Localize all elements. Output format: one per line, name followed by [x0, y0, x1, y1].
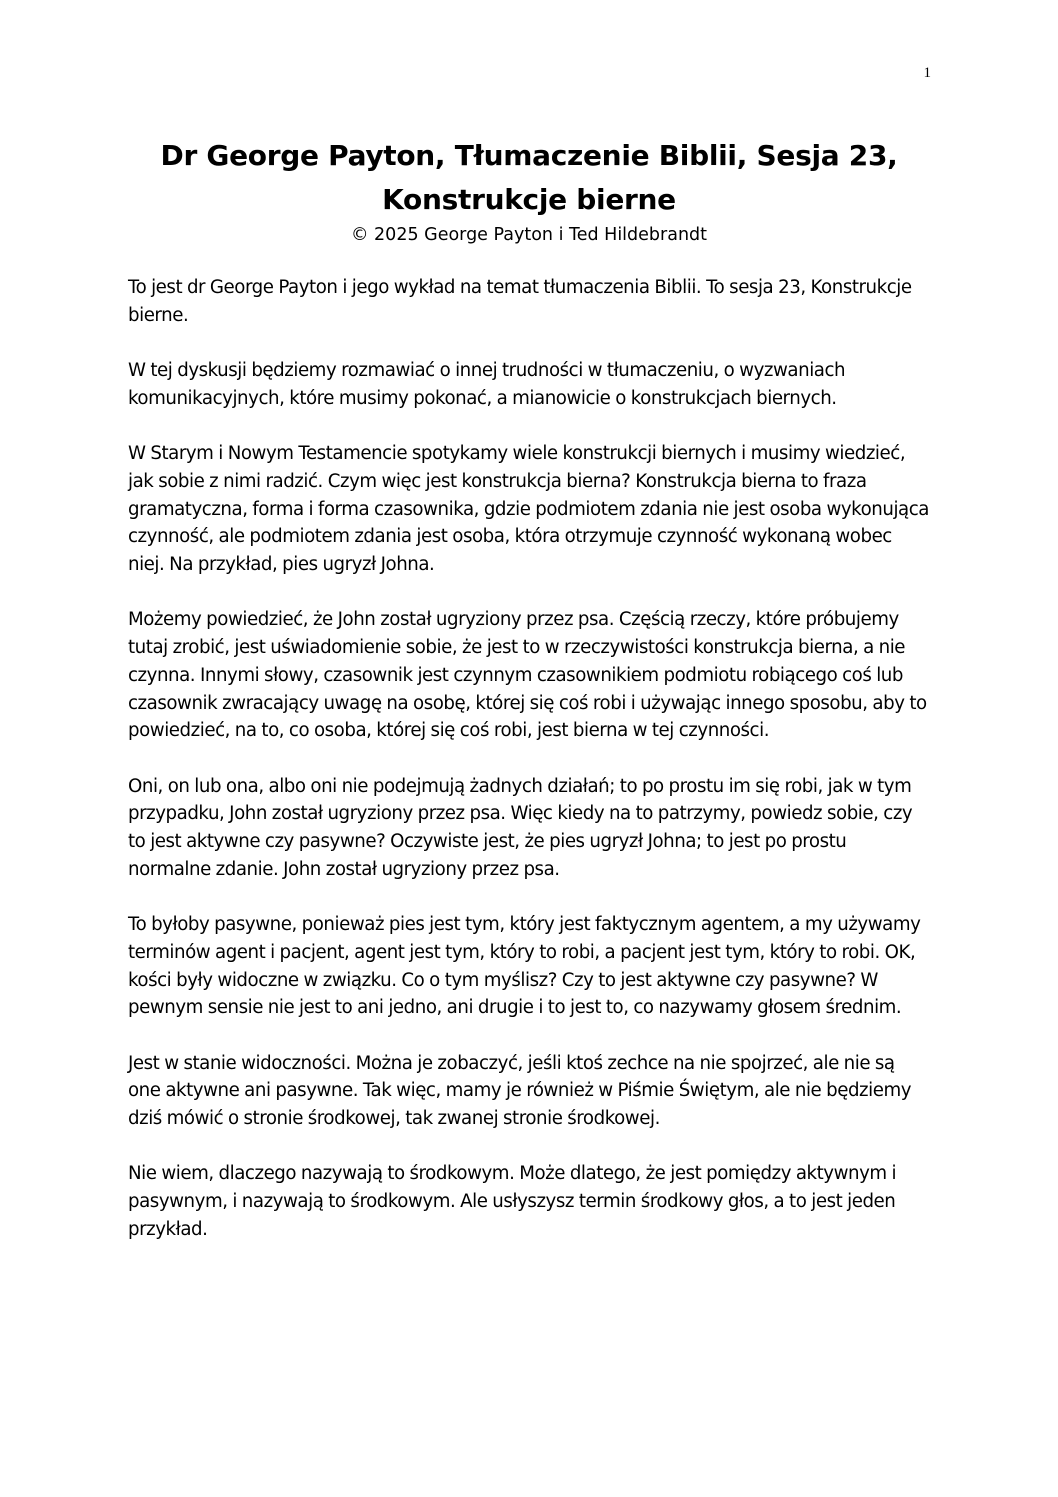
paragraph: Jest w stanie widoczności. Można je zobaczyć, jeśli ktoś zechce na nie spojrzeć, ale nie są one aktywne ani pasywne. Tak więc, mamy je również w Piśmie Świętym, ale nie będziemy dziś mówić o stronie środkowej, tak zwanej stronie środkowej. [128, 1052, 912, 1129]
title-line-1: Dr George Payton, Tłumaczenie Biblii, Sesja 23, [160, 139, 898, 172]
paragraph: Oni, on lub ona, albo oni nie podejmują żadnych działań; to po prostu im się robi, jak w tym przypadku, John został ugryziony przez psa. Więc kiedy na to patrzymy, powiedz sobie, czy to jest aktywne czy pasywne? Oczywiste jest, że pies ugryzł Johna; to jest po prostu normalne zdanie. John został ugryziony przez psa. [128, 775, 913, 880]
paragraph: To jest dr George Payton i jego wykład na temat tłumaczenia Biblii. To sesja 23, Konstrukcje bierne. [128, 277, 912, 326]
paragraph: Nie wiem, dlaczego nazywają to środkowym. Może dlatego, że jest pomiędzy aktywnym i pasywnym, i nazywają to środkowym. Ale usłyszysz termin środkowy głos, a to jest jeden przykład. [128, 1163, 897, 1240]
paragraph: W tej dyskusji będziemy rozmawiać o innej trudności w tłumaczeniu, o wyzwaniach komunikacyjnych, które musimy pokonać, a mianowicie o konstrukcjach biernych. [128, 360, 846, 409]
document-title [100, 134, 958, 222]
paragraph: Możemy powiedzieć, że John został ugryziony przez psa. Częścią rzeczy, które próbujemy tutaj zrobić, jest uświadomienie sobie, że jest to w rzeczywistości konstrukcja bierna, a nie czynna. Innymi słowy, czasownik jest czynnym czasownikiem podmiotu robiącego coś lub czasownik zwracający uwagę na osobę, której się coś robi i używając innego sposobu, aby to powiedzieć, na to, co osoba, której się coś robi, jest bierna w tej czynności. [128, 609, 927, 742]
title-line-2: Konstrukcje bierne [382, 183, 676, 216]
paragraph: To byłoby pasywne, ponieważ pies jest tym, który jest faktycznym agentem, a my używamy terminów agent i pacjent, agent jest tym, który to robi, a pacjent jest tym, który to robi. OK, kości były widoczne w związku. Co o tym myślisz? Czy to jest aktywne czy pasywne? W pewnym sensie nie jest to ani jedno, ani drugie i to jest to, co nazywamy głosem średnim. [128, 914, 921, 1019]
copyright-line: © 2025 George Payton i Ted Hildebrandt [350, 225, 707, 245]
paragraph: W Starym i Nowym Testamencie spotykamy wiele konstrukcji biernych i musimy wiedzieć, jak sobie z nimi radzić. Czym więc jest konstrukcja bierna? Konstrukcja bierna to fraza gramatyczna, forma i forma czasownika, gdzie podmiotem zdania nie jest osoba wykonująca czynność, ale podmiotem zdania jest osoba, która otrzymuje czynność wykonaną wobec niej. Na przykład, pies ugryzł Johna. [128, 443, 929, 575]
page-number: 1 [923, 65, 931, 81]
document-body [128, 274, 930, 1271]
